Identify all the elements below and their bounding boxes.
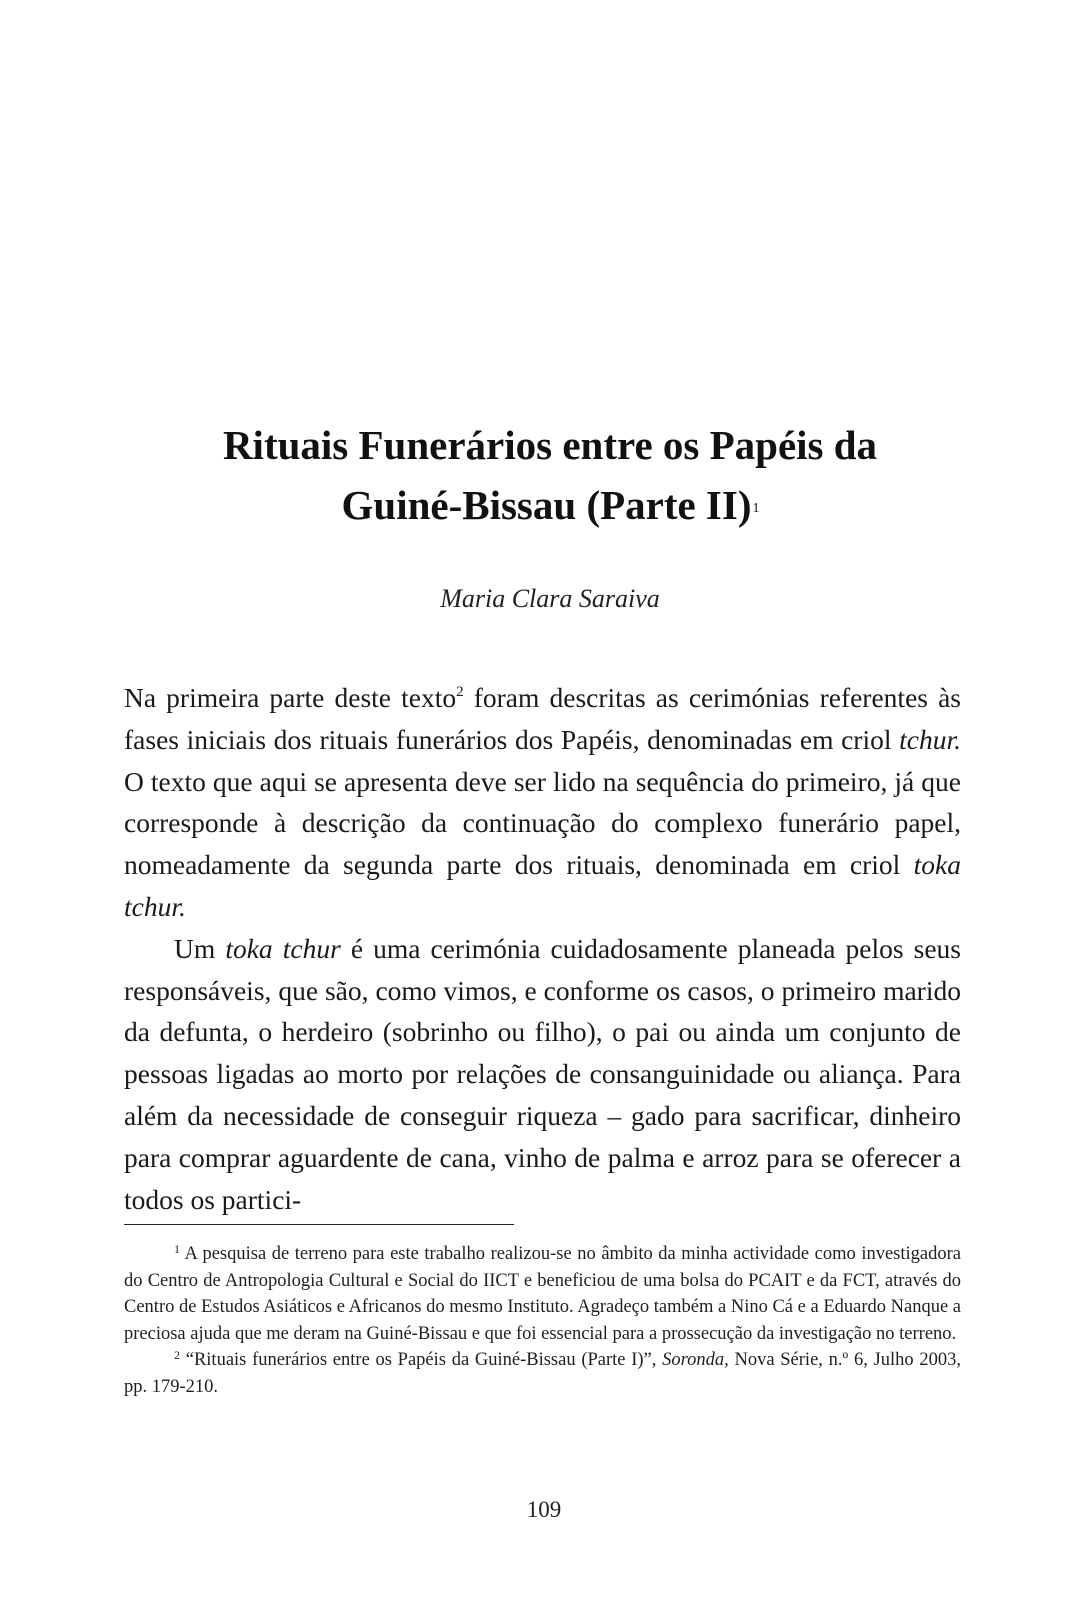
paragraph-2-text-1: Um: [174, 932, 226, 964]
title-footnote-marker[interactable]: 1: [752, 501, 760, 516]
article-title: [120, 415, 980, 535]
footnote-ref-2[interactable]: 2: [456, 684, 464, 700]
title-line-2: [120, 475, 980, 535]
footnote-1-text: A pesquisa de terreno para este trabalho realizou-se no âmbito da minha actividade como investigadora do Centro de Antropologia Cultural e Social do IICT e beneficiou de uma bolsa do PCAIT e da FCT, através do Centro de Estudos Asiáticos e Africanos do mesmo Instituto. Agradeço também a Nino Cá e a Eduardo Nanque a preciosa ajuda que me deram na Guiné-Bissau e que foi essencial para a prossecução da investigação no terreno.: [124, 1244, 961, 1344]
footnote-1: [124, 1241, 961, 1347]
term-toka-tchur: toka tchur.: [124, 849, 961, 922]
term-toka-tchur-2: toka tchur: [225, 932, 341, 964]
paragraph-2: [124, 928, 961, 1221]
footnote-2-journal: Soronda,: [662, 1350, 729, 1370]
footnote-1-marker: 1: [174, 1242, 180, 1256]
paragraph-1-text-2: foram descritas as cerimónias referentes às fases iniciais dos rituais funerários dos Papéis, denominadas em criol: [124, 682, 961, 755]
term-tchur: tchur.: [899, 723, 961, 755]
title-line-1: Rituais Funerários entre os Papéis da: [222, 422, 878, 468]
paragraph-1-text-3: O texto que aqui se apresenta deve ser lido na sequência do primeiro, já que corresponde à descrição da continuação do complexo funerário papel, nomeadamente da segunda parte dos rituais, denominada em criol: [124, 765, 961, 881]
footnotes: [124, 1241, 961, 1400]
paragraph-1-text-1: Na primeira parte deste texto: [124, 682, 457, 713]
footnote-2-marker: 2: [174, 1348, 180, 1362]
page-number: 109: [526, 1497, 562, 1522]
author-name: Maria Clara Saraiva: [440, 584, 660, 613]
footnote-2-text-2: Nova Série, n.º 6, Julho 2003, pp. 179-210.: [124, 1350, 962, 1397]
body-text: [124, 677, 961, 1220]
title-line-2-text: Guiné-Bissau (Parte II): [341, 482, 752, 528]
paragraph-1: [124, 677, 961, 928]
footnote-2: [124, 1347, 961, 1400]
footnote-separator: [124, 1224, 514, 1225]
paragraph-2-text-2: é uma cerimónia cuidadosamente planeada pelos seus responsáveis, que são, como vimos, e conforme os casos, o primeiro marido da defunta, o herdeiro (sobrinho ou filho), o pai ou ainda um conjunto de pessoas ligadas ao morto por relações de consanguinidade ou aliança. Para além da necessidade de conseguir riqueza – gado para sacrificar, dinheiro para comprar aguardente de cana, vinho de palma e arroz para se oferecer a todos os partici-: [124, 932, 961, 1215]
footnote-2-text-1: “Rituais funerários entre os Papéis da Guiné-Bissau (Parte I)”,: [185, 1350, 663, 1370]
